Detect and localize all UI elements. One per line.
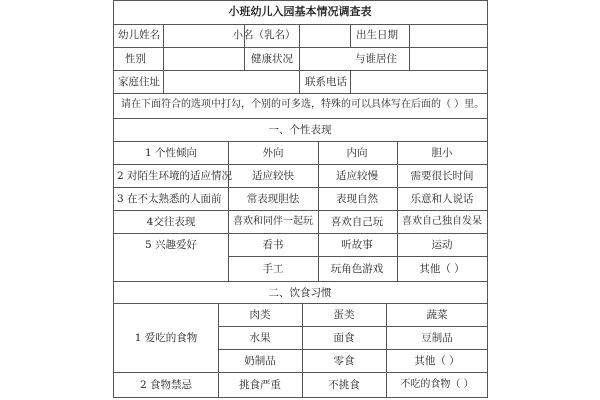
grid-line <box>113 47 488 48</box>
phone-label: 联系电话 <box>305 76 347 88</box>
grid-line <box>409 24 410 70</box>
grid-line <box>113 281 488 282</box>
row-label: 2 对陌生环境的适应情况 <box>117 170 233 182</box>
option-cell[interactable]: 喜欢自己玩 <box>330 216 384 228</box>
option-cell[interactable]: 水果 <box>249 332 271 344</box>
option-cell[interactable]: 不吃的食物（ ） <box>400 379 474 390</box>
grid-line <box>113 141 488 142</box>
grid-line <box>228 256 488 257</box>
grid-line <box>113 93 488 94</box>
grid-line <box>350 24 351 47</box>
grid-line <box>218 326 488 327</box>
option-cell[interactable]: 需要很长时间 <box>410 170 474 182</box>
option-cell[interactable]: 其他（ ） <box>414 355 460 367</box>
option-cell[interactable]: 内向 <box>346 147 368 159</box>
grid-line <box>113 0 488 1</box>
gender-label: 性别 <box>125 53 146 65</box>
grid-line <box>113 372 488 373</box>
option-cell[interactable]: 喜欢自己独自发呆 <box>402 216 482 227</box>
grid-line <box>386 303 387 397</box>
address-label: 家庭住址 <box>118 76 160 88</box>
health-label: 健康状况 <box>251 53 293 65</box>
grid-line <box>113 233 488 234</box>
name-label: 幼儿姓名 <box>118 29 160 41</box>
birthday-label: 出生日期 <box>356 29 398 41</box>
grid-line <box>299 24 300 93</box>
cohabit-label: 与谁居住 <box>355 53 397 65</box>
grid-line <box>113 0 114 398</box>
option-cell[interactable]: 乐意和人说话 <box>410 193 474 205</box>
grid-line <box>218 303 219 397</box>
option-cell[interactable]: 常表现胆怯 <box>246 193 300 205</box>
grid-line <box>487 0 488 398</box>
option-cell[interactable]: 手工 <box>262 263 284 275</box>
grid-line <box>318 141 319 281</box>
option-cell[interactable]: 运动 <box>431 239 453 251</box>
grid-line <box>113 118 488 119</box>
grid-line <box>302 303 303 397</box>
option-cell[interactable]: 看书 <box>262 239 284 251</box>
row-label: 3 在不太熟悉的人面前 <box>117 193 222 205</box>
option-cell[interactable]: 蛋类 <box>333 309 355 321</box>
option-cell[interactable]: 零食 <box>333 355 355 367</box>
food-taboo-label: 2 食物禁忌 <box>139 379 193 391</box>
option-cell[interactable]: 蔬菜 <box>426 309 448 321</box>
grid-line <box>113 187 488 188</box>
grid-line <box>350 70 351 93</box>
grid-line <box>228 141 229 281</box>
option-cell[interactable]: 玩角色游戏 <box>330 263 384 275</box>
option-cell[interactable]: 面食 <box>333 332 355 344</box>
grid-line <box>218 349 488 350</box>
row-label: 4交往表现 <box>146 216 196 228</box>
grid-line <box>163 24 164 93</box>
option-cell[interactable]: 肉类 <box>249 309 271 321</box>
instruction-text: 请在下面符合的选项中打勾，个别的可多选，特殊的可以具体写在后面的（ ）里。 <box>121 99 485 110</box>
option-cell[interactable]: 胆小 <box>431 147 453 159</box>
grid-line <box>397 141 398 281</box>
grid-line <box>113 70 488 71</box>
option-cell[interactable]: 不挑食 <box>328 379 360 391</box>
grid-line <box>113 24 488 25</box>
row-label: 1 个性倾向 <box>144 147 198 159</box>
section2-title: 二、饮食习惯 <box>268 287 332 299</box>
nickname-label: 小名（乳名） <box>232 29 296 41</box>
row-label: 5 兴趣爱好 <box>144 239 198 251</box>
option-cell[interactable]: 喜欢和同伴一起玩 <box>233 216 313 227</box>
option-cell[interactable]: 适应较慢 <box>336 170 378 182</box>
grid-line <box>113 303 488 304</box>
grid-line <box>113 210 488 211</box>
option-cell[interactable]: 听故事 <box>341 239 373 251</box>
favorite-food-label: 1 爱吃的食物 <box>134 332 198 344</box>
grid-line <box>113 397 488 398</box>
option-cell[interactable]: 豆制品 <box>421 332 453 344</box>
option-cell[interactable]: 表现自然 <box>336 193 378 205</box>
option-cell[interactable]: 适应较快 <box>252 170 294 182</box>
option-cell[interactable]: 外向 <box>262 147 284 159</box>
section1-title: 一、个性表现 <box>268 124 332 136</box>
page-title: 小班幼儿入园基本情况调查表 <box>228 5 372 18</box>
option-cell[interactable]: 挑食严重 <box>239 379 281 391</box>
option-cell[interactable]: 奶制品 <box>244 355 276 367</box>
option-cell[interactable]: 其他（ ） <box>419 263 465 275</box>
grid-line <box>113 164 488 165</box>
